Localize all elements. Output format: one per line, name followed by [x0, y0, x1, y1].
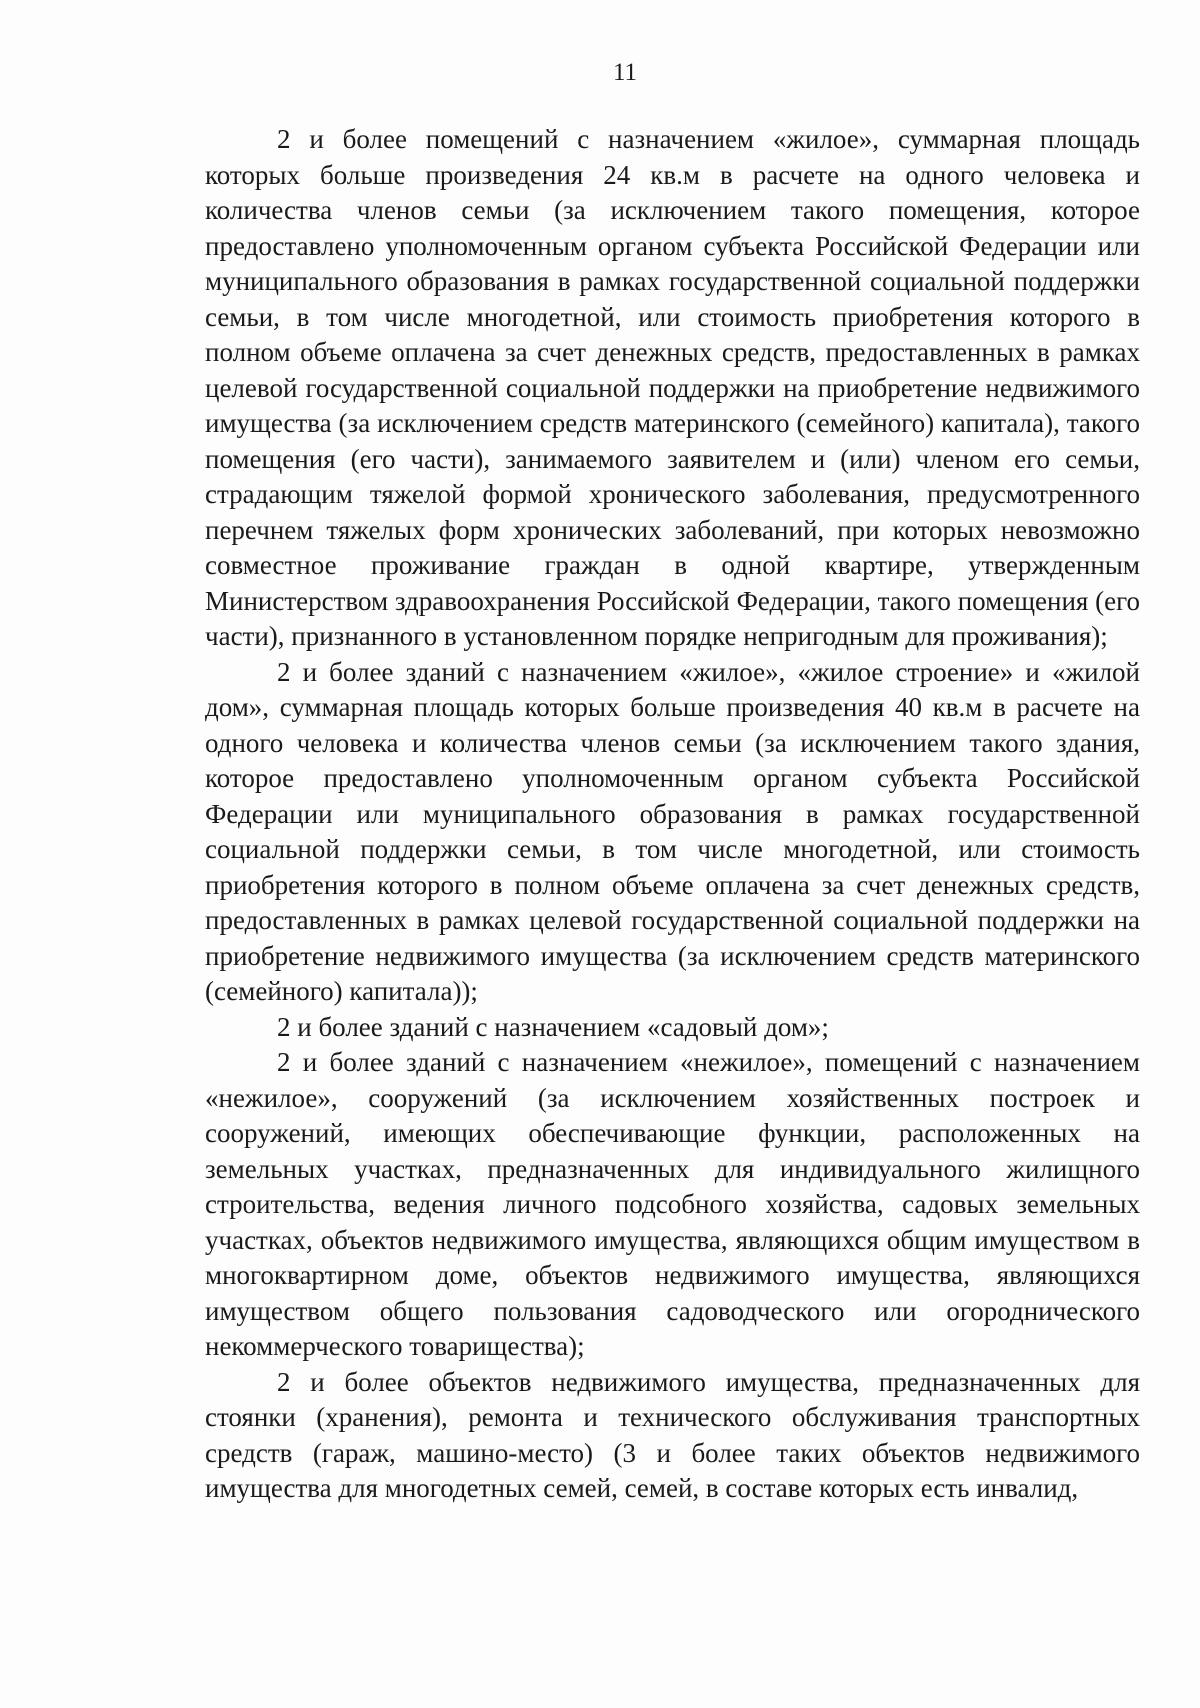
paragraph-garages: 2 и более объектов недвижимого имущества, предназначенных для стоянки (хранения), ремонта и технического обслуживания транспортных средств (гараж, машино-место) (3 и более таких объектов недвижимого имущества для многодетных семей, семей, в составе которых есть инвалид,	[205, 1366, 1140, 1503]
page-number: 11	[612, 59, 638, 86]
paragraph-residential-buildings: 2 и более зданий с назначением «жилое», «жилое строение» и «жилой дом», суммарная площадь которых больше произведения 40 кв.м в расчете на одного человека и количества членов семьи (за исключением такого здания, которое предоставлено уполномоченным органом субъекта Российской Федерации или муниципального образования в рамках государственной социальной поддержки семьи, в том числе многодетной, или стоимость приобретения которого в полном объеме оплачена за счет денежных средств, предоставленных в рамках целевой государственной социальной поддержки на приобретение недвижимого имущества (за исключением средств материнского (семейного) капитала));	[205, 656, 1140, 1006]
document-body	[205, 122, 1140, 1507]
paragraph-residential-premises: 2 и более помещений с назначением «жилое», суммарная площадь которых больше произведения 24 кв.м в расчете на одного человека и количества членов семьи (за исключением такого помещения, которое предоставлено уполномоченным органом субъекта Российской Федерации или муниципального образования в рамках государственной социальной поддержки семьи, в том числе многодетной, или стоимость приобретения которого в полном объеме оплачена за счет денежных средств, предоставленных в рамках целевой государственной социальной поддержки на приобретение недвижимого имущества (за исключением средств материнского (семейного) капитала), такого помещения (его части), занимаемого заявителем и (или) членом его семьи, страдающим тяжелой формой хронического заболевания, предусмотренного перечнем тяжелых форм хронических заболеваний, при которых невозможно совместное проживание граждан в одной квартире, утвержденным Министерством здравоохранения Российской Федерации, такого помещения (его части), признанного в установленном порядке непригодным для проживания);	[205, 124, 1140, 651]
paragraph-non-residential: 2 и более зданий с назначением «нежилое», помещений с назначением «нежилое», сооружений (за исключением хозяйственных построек и сооружений, имеющих обеспечивающие функции, расположенных на земельных участках, предназначенных для индивидуального жилищного строительства, ведения личного подсобного хозяйства, садовых земельных участках, объектов недвижимого имущества, являющихся общим имуществом в многоквартирном доме, объектов недвижимого имущества, являющихся имуществом общего пользования садоводческого или огороднического некоммерческого товарищества);	[205, 1047, 1140, 1361]
paragraph-garden-houses: 2 и более зданий с назначением «садовый дом»;	[277, 1011, 829, 1042]
